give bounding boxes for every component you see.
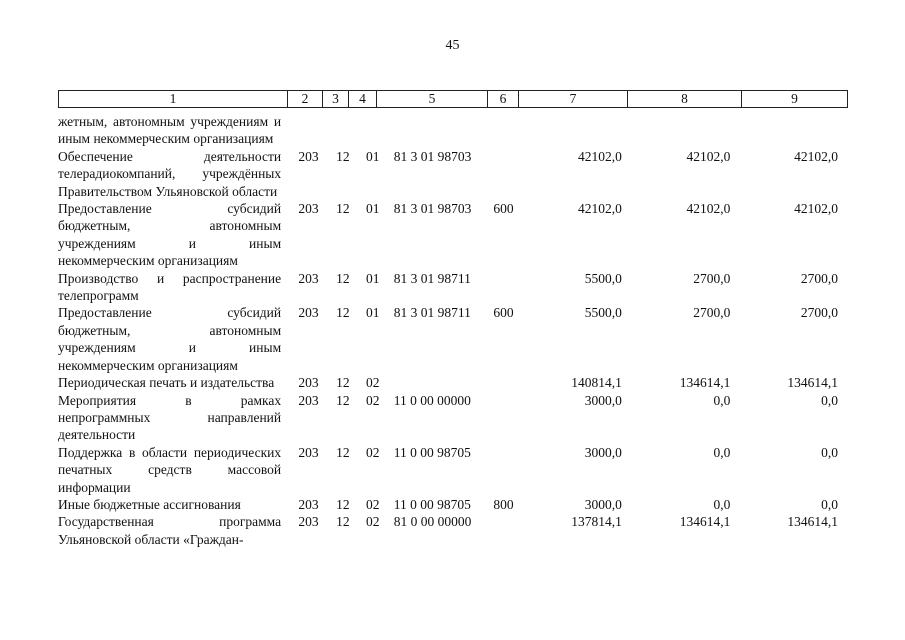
cell-col-5: 11 0 00 98705: [393, 444, 471, 460]
cell-col-7: 3000,0: [584, 392, 622, 408]
column-header-1: 1: [59, 91, 288, 108]
table-row: [58, 304, 838, 374]
cell-col-9: 134614,1: [787, 514, 838, 530]
table-row: [58, 270, 838, 305]
cell-col-3: 12: [336, 496, 350, 512]
column-header-5: 5: [377, 91, 488, 108]
row-name: Мероприятия в рамках непрограммных направлений деятельности: [58, 392, 282, 443]
cell-col-2: 203: [298, 375, 319, 391]
row-name: Обеспечение деятельности телерадиокомпаний, учреждённых Правительством Ульяновской области: [58, 148, 282, 199]
row-name: Государственная программа Ульяновской области «Граждан-: [58, 514, 282, 547]
cell-col-8: 42102,0: [686, 148, 731, 164]
table-row: [58, 200, 838, 270]
cell-col-7: 5500,0: [584, 270, 622, 286]
table-row: [58, 113, 838, 148]
cell-col-9: 2700,0: [800, 305, 838, 321]
cell-col-3: 12: [336, 148, 350, 164]
cell-col-2: 203: [298, 392, 319, 408]
cell-col-2: 203: [298, 270, 319, 286]
table-row: [58, 392, 838, 444]
column-header-7: 7: [519, 91, 628, 108]
cell-col-2: 203: [298, 305, 319, 321]
cell-col-9: 2700,0: [800, 270, 838, 286]
cell-col-8: 134614,1: [679, 514, 731, 530]
cell-col-5: 11 0 00 00000: [393, 392, 471, 408]
cell-col-2: 203: [298, 444, 319, 460]
cell-col-7: 5500,0: [584, 305, 622, 321]
cell-col-3: 12: [336, 305, 350, 321]
cell-col-8: 134614,1: [679, 375, 731, 391]
cell-col-9: 0,0: [821, 444, 838, 460]
cell-col-9: 42102,0: [794, 148, 838, 164]
cell-col-8: 0,0: [713, 392, 731, 408]
cell-col-8: 2700,0: [693, 270, 731, 286]
column-header-6: 6: [488, 91, 519, 108]
cell-col-7: 3000,0: [584, 444, 622, 460]
cell-col-4: 02: [366, 444, 380, 460]
cell-col-5: 81 3 01 98711: [393, 305, 471, 321]
row-name: Периодическая печать и издательства: [58, 375, 275, 391]
cell-col-4: 01: [366, 305, 380, 321]
cell-col-8: 2700,0: [693, 305, 731, 321]
row-name: Производство и распространение телепрограмм: [58, 270, 282, 304]
cell-col-3: 12: [336, 375, 350, 391]
column-header-8: 8: [628, 91, 742, 108]
cell-col-7: 42102,0: [577, 148, 622, 164]
cell-col-3: 12: [336, 444, 350, 460]
cell-col-7: 137814,1: [571, 514, 622, 530]
cell-col-7: 42102,0: [577, 201, 622, 217]
cell-col-4: 01: [366, 148, 380, 164]
table-body: [58, 113, 838, 548]
cell-col-9: 0,0: [821, 496, 838, 512]
cell-col-2: 203: [298, 148, 319, 164]
cell-col-4: 02: [366, 392, 380, 408]
row-name: Поддержка в области периодических печатных средств массовой информации: [58, 444, 282, 495]
cell-col-3: 12: [336, 392, 350, 408]
row-name: Предоставление субсидий бюджетным, автономным учреждениям и иным некоммерческим организациям: [58, 201, 282, 269]
cell-col-6: 600: [493, 305, 514, 321]
cell-col-5: 11 0 00 98705: [393, 496, 471, 512]
cell-col-8: 0,0: [713, 444, 731, 460]
cell-col-3: 12: [336, 514, 350, 530]
cell-col-6: 600: [493, 201, 514, 217]
cell-col-3: 12: [336, 270, 350, 286]
table-header: [58, 90, 848, 108]
column-header-2: 2: [288, 91, 323, 108]
table-row: [58, 148, 838, 200]
cell-col-5: 81 3 01 98703: [393, 148, 472, 164]
table-row: [58, 496, 838, 513]
cell-col-2: 203: [298, 496, 319, 512]
cell-col-9: 134614,1: [787, 375, 838, 391]
cell-col-6: 800: [493, 496, 514, 512]
cell-col-7: 140814,1: [571, 375, 622, 391]
cell-col-9: 0,0: [821, 392, 838, 408]
cell-col-2: 203: [298, 201, 319, 217]
column-header-3: 3: [323, 91, 349, 108]
table-row: [58, 513, 838, 548]
table-row: [58, 444, 838, 496]
cell-col-7: 3000,0: [584, 496, 622, 512]
cell-col-4: 02: [366, 496, 380, 512]
cell-col-9: 42102,0: [794, 201, 838, 217]
row-name: Предоставление субсидий бюджетным, автономным учреждениям и иным некоммерческим организациям: [58, 305, 282, 373]
cell-col-5: 81 3 01 98711: [393, 270, 471, 286]
cell-col-2: 203: [298, 514, 319, 530]
table-row: [58, 374, 838, 391]
cell-col-3: 12: [336, 201, 350, 217]
cell-col-4: 02: [366, 514, 380, 530]
row-name: жетным, автономным учреждениям и иным некоммерческим организациям: [58, 114, 282, 147]
cell-col-8: 0,0: [713, 496, 731, 512]
cell-col-4: 02: [366, 375, 380, 391]
column-header-9: 9: [742, 91, 848, 108]
cell-col-4: 01: [366, 201, 380, 217]
column-header-4: 4: [349, 91, 377, 108]
cell-col-4: 01: [366, 270, 380, 286]
cell-col-5: 81 3 01 98703: [393, 201, 472, 217]
cell-col-8: 42102,0: [686, 201, 731, 217]
row-name: Иные бюджетные ассигнования: [58, 496, 241, 512]
cell-col-5: 81 0 00 00000: [393, 514, 472, 530]
page-number: 45: [445, 38, 460, 53]
